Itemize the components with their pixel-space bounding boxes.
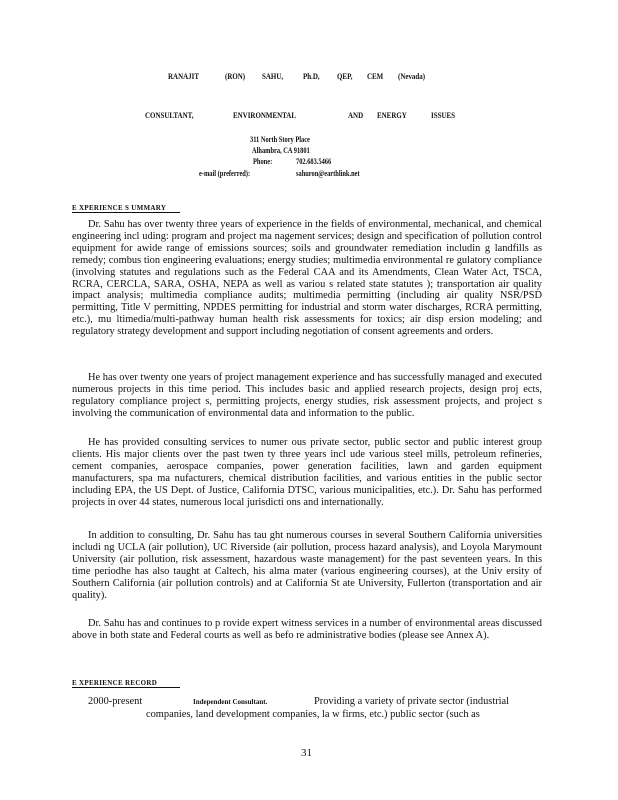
title-issues: ISSUES [431,110,456,120]
summary-paragraph-4 [72,530,542,601]
credential-phd: Ph.D, [303,71,320,81]
record-description-line-1: Providing a variety of private sector (industrial [314,696,510,707]
summary-paragraph-2-text: He has over twenty one years of project management experience and has successfully managed and executed numerous projects in this time period. This includes basic and applied research projects, design proj ects, regulatory compliance project s, permitting projects, energy studies, risk assessment projects, and project s involving the communication of environmental data and information to the public. [72,372,542,419]
summary-paragraph-3 [72,437,542,508]
credential-qep: QEP, [337,71,353,81]
name-last: SAHU, [262,71,284,81]
page-number: 31 [301,747,312,759]
record-employer: Independent Consultant. [193,698,268,706]
email-label: e-mail (preferred): [199,169,251,178]
summary-paragraph-2 [72,372,542,420]
record-entry-line-1 [88,696,510,708]
summary-paragraph-3-text: He has provided consulting services to numer ous private sector, public sector and public interest group clients. His major clients over the past twen ty three years incl ude various steel mills, petroleum refineries, cement companies, aerospace companies, power generation facilities, lawn and garden equipment manufacturers, spa ma nufacturers, chemical distribution facilities, and various entities in the public sector including EPA, the US Dept. of Justice, California DTSC, various municipalities, etc.). Dr. Sahu has performed projects in over 44 states, numerous local jurisdicti ons and internationally. [72,437,542,508]
summary-paragraph-1-text: Dr. Sahu has over twenty three years of experience in the fields of environmental, mechanical, and chemical engineering incl uding: program and project ma nagement services; design and specification of pollution control equipment for awide range of emissions sources; soils and groundwater remediation includin g landfills as remedy; combus tion engineering evaluations; energy studies; multimedia environmental re gulatory compliance (involving statutes and regulations such as the Federal CAA and its Amendments, Clean Water Act, TSCA, RCRA, CERCLA, SARA, OSHA, NEPA as well as variou s related state statutes ); transportation air quality impact analysis; multimedia compliance audits; multimedia permitting (including air quality NSR/PSD permitting, Title V permitting, NPDES permitting for industrial and storm water discharges, RCRA permitting, etc.), mu ltimedia/multi-pathway human health risk assessments for toxics; air disp ersion modeling; and regulatory strategy development and support including negotiation of consent agreements and orders. [72,219,542,338]
phone-number: 702.683.5466 [296,157,332,166]
summary-paragraph-4-text: In addition to consulting, Dr. Sahu has tau ght numerous courses in several Southern California universities includi ng UCLA (air pollution), UC Riverside (air pollution, process hazard analysis), and Loyola Marymount University (air pollution, risk assessment, hazardous waste management) for the past seventeen years. In this time periodhe has also taught at Caltech, his alma mater (various engineering courses), at the Univ ersity of Southern California (air pollution controls) and at California St ate University, Fullerton (transportation and air quality). [72,530,542,601]
experience-summary-heading: E XPERIENCE S UMMARY [72,204,180,213]
address-city: Alhambra, CA 91801 [252,146,310,155]
title-energy: ENERGY [377,110,407,120]
title-consultant: CONSULTANT, [145,110,194,120]
address-street: 311 North Story Place [250,135,310,144]
name-first: RANAJIT [168,71,199,81]
credential-state: (Nevada) [398,71,426,81]
summary-paragraph-5-text: Dr. Sahu has and continues to p rovide expert witness services in a number of environmental areas discussed above in both state and Federal courts as well as befo re administrative bodies (please see Annex A). [72,618,542,641]
title-and: AND [348,110,364,120]
title-environmental: ENVIRONMENTAL [233,110,296,120]
record-description-line-2: companies, land development companies, la w firms, etc.) public sector (such as [146,709,480,720]
record-years: 2000-present [88,696,143,707]
email-address: sahuron@earthlink.net [296,169,360,178]
phone-label: Phone: [253,157,273,166]
credential-cem: CEM [367,71,384,81]
summary-paragraph-5 [72,618,542,642]
name-nickname: (RON) [225,71,246,81]
experience-record-heading: E XPERIENCE RECORD [72,679,180,688]
summary-paragraph-1 [72,219,542,338]
